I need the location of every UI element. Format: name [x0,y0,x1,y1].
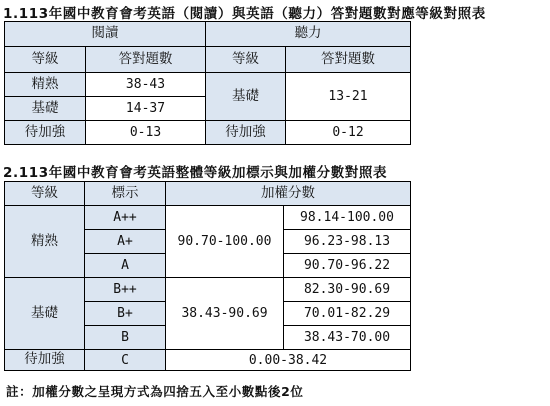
reading-count-cell: 0-13 [86,121,206,145]
mark-cell: C [85,350,166,371]
score-cell: 98.14-100.00 [284,206,411,230]
level-cell: 精熟 [5,206,85,278]
section1-heading: 1.113年國中教育會考英語（閱讀）與英語（聽力）答對題數對應等級對照表 [3,6,486,22]
listening-level-header: 等級 [206,47,286,73]
reading-level-cell: 待加強 [5,121,86,145]
score-cell: 70.01-82.29 [284,302,411,326]
reading-count-cell: 38-43 [86,73,206,97]
score-cell: 38.43-70.00 [284,326,411,350]
mark-cell: B [85,326,166,350]
section2-heading: 2.113年國中教育會考英語整體等級加標示與加權分數對照表 [3,165,388,181]
mark-cell: A [85,254,166,278]
listening-count-cell: 0-12 [286,121,411,145]
reading-count-header: 答對題數 [86,47,206,73]
mark-cell: B+ [85,302,166,326]
mark-header: 標示 [85,182,166,206]
level-cell: 基礎 [5,278,85,350]
listening-header: 聽力 [206,22,411,47]
score-cell: 82.30-90.69 [284,278,411,302]
mark-cell: A+ [85,230,166,254]
level-header: 等級 [5,182,85,206]
reading-level-header: 等級 [5,47,86,73]
footnote: 註：加權分數之呈現方式為四捨五入至小數點後2位 [6,384,304,399]
reading-header: 閱讀 [5,22,206,47]
listening-count-header: 答對題數 [286,47,411,73]
reading-level-cell: 精熟 [5,73,86,97]
reading-level-cell: 基礎 [5,97,86,121]
listening-level-cell: 基礎 [206,73,286,121]
listening-level-cell: 待加強 [206,121,286,145]
score-header: 加權分數 [166,182,411,206]
range-cell: 38.43-90.69 [166,278,284,350]
mark-cell: B++ [85,278,166,302]
range-cell: 90.70-100.00 [166,206,284,278]
score-cell: 90.70-96.22 [284,254,411,278]
score-cell: 0.00-38.42 [166,350,411,371]
weighted-score-table [4,181,411,371]
listening-count-cell: 13-21 [286,73,411,121]
level-cell: 待加強 [5,350,85,371]
reading-count-cell: 14-37 [86,97,206,121]
correct-answers-table [4,21,411,145]
score-cell: 96.23-98.13 [284,230,411,254]
mark-cell: A++ [85,206,166,230]
